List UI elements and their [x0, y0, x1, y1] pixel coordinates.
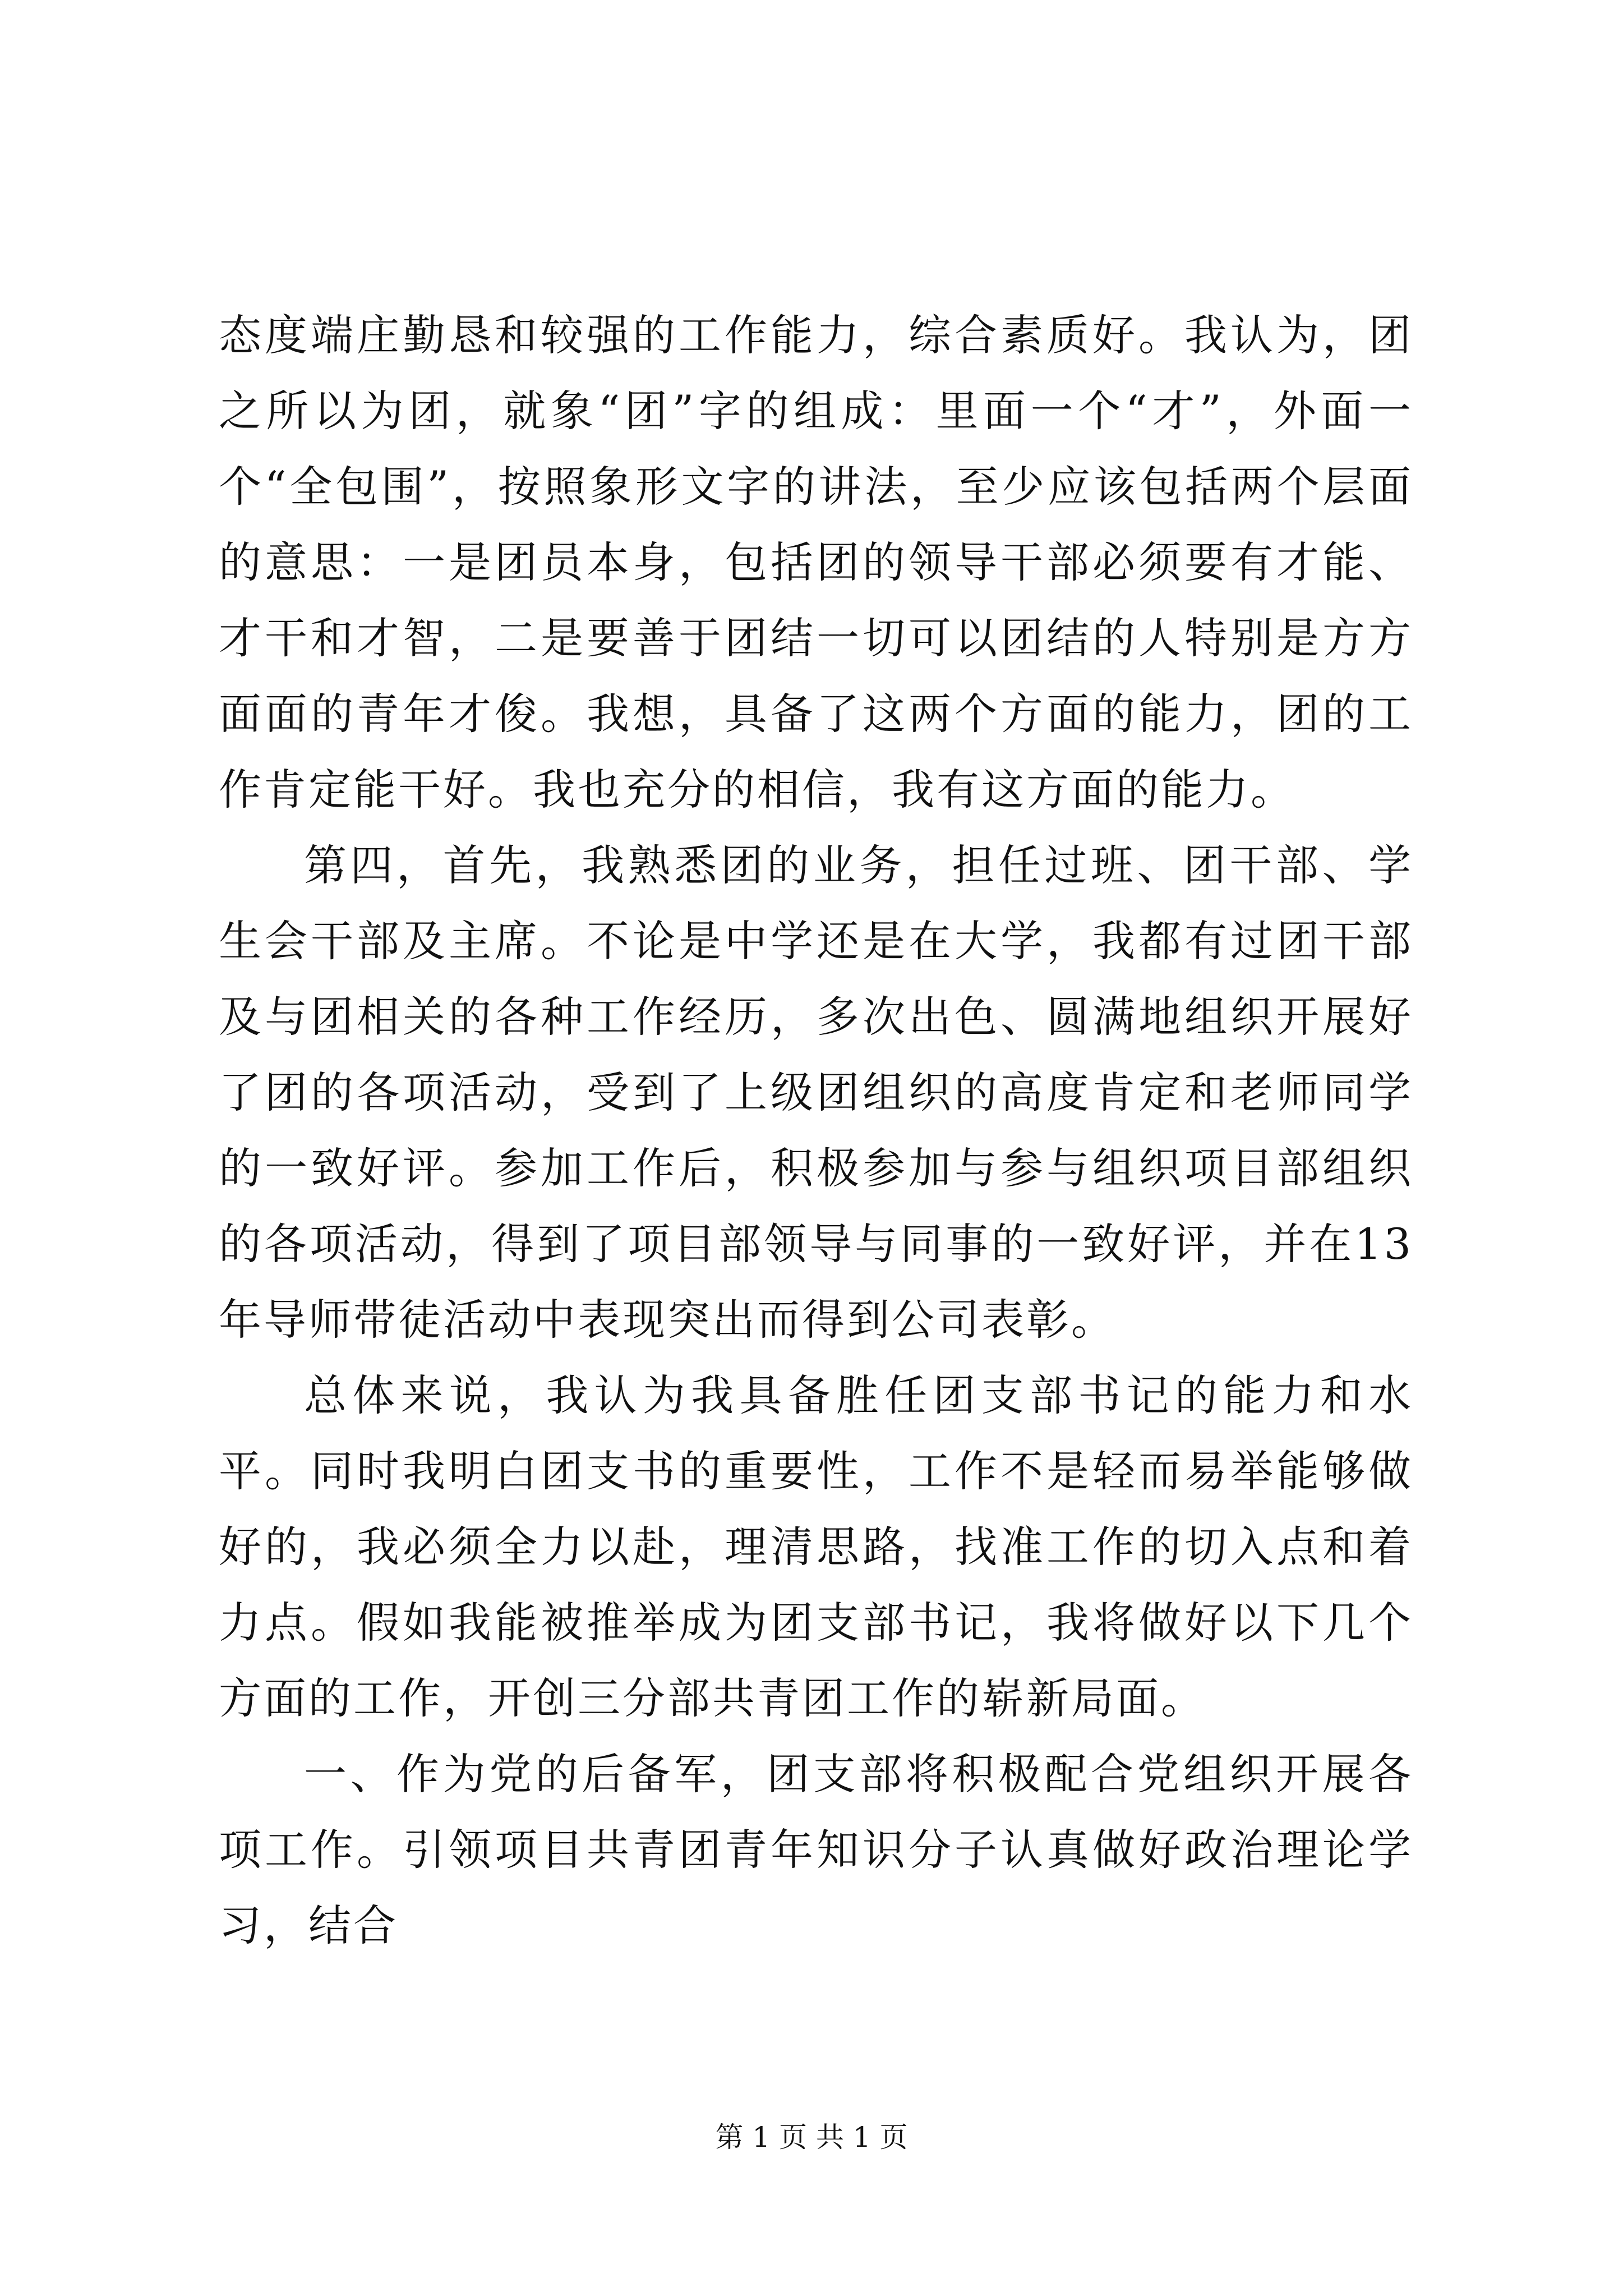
paragraph-4: 一、作为党的后备军，团支部将积极配合党组织开展各项工作。引领项目共青团青年知识分子认真做好政治理论学习，结合 [219, 1749, 1413, 1950]
paragraph-1: 态度端庄勤恳和较强的工作能力，综合素质好。我认为，团之所以为团，就象“团”字的组成：里面一个“才”，外面一个“全包围”，按照象形文字的讲法，至少应该包括两个层面的意思：一是团员本身，包括团的领导干部必须要有才能、才干和才智，二是要善于团结一切可以团结的人特别是方方面面的青年才俊。我想，具备了这两个方面的能力，团的工作肯定能干好。我也充分的相信，我有这方面的能力。 [219, 310, 1413, 815]
page-footer: 第 1 页 共 1 页 [715, 2121, 908, 2154]
document-body [219, 297, 1413, 1963]
paragraph-3: 总体来说，我认为我具备胜任团支部书记的能力和水平。同时我明白团支书的重要性，工作不是轻而易举能够做好的，我必须全力以赴，理清思路，找准工作的切入点和着力点。假如我能被推举成为团支部书记，我将做好以下几个方面的工作，开创三分部共青团工作的崭新局面。 [219, 1370, 1413, 1723]
paragraph-2: 第四，首先，我熟悉团的业务，担任过班、团干部、学生会干部及主席。不论是中学还是在大学，我都有过团干部及与团相关的各种工作经历，多次出色、圆满地组织开展好了团的各项活动，受到了上级团组织的高度肯定和老师同学的一致好评。参加工作后，积极参加与参与组织项目部组织的各项活动，得到了项目部领导与同事的一致好评，并在13年导师带徒活动中表现突出而得到公司表彰。 [219, 840, 1413, 1345]
